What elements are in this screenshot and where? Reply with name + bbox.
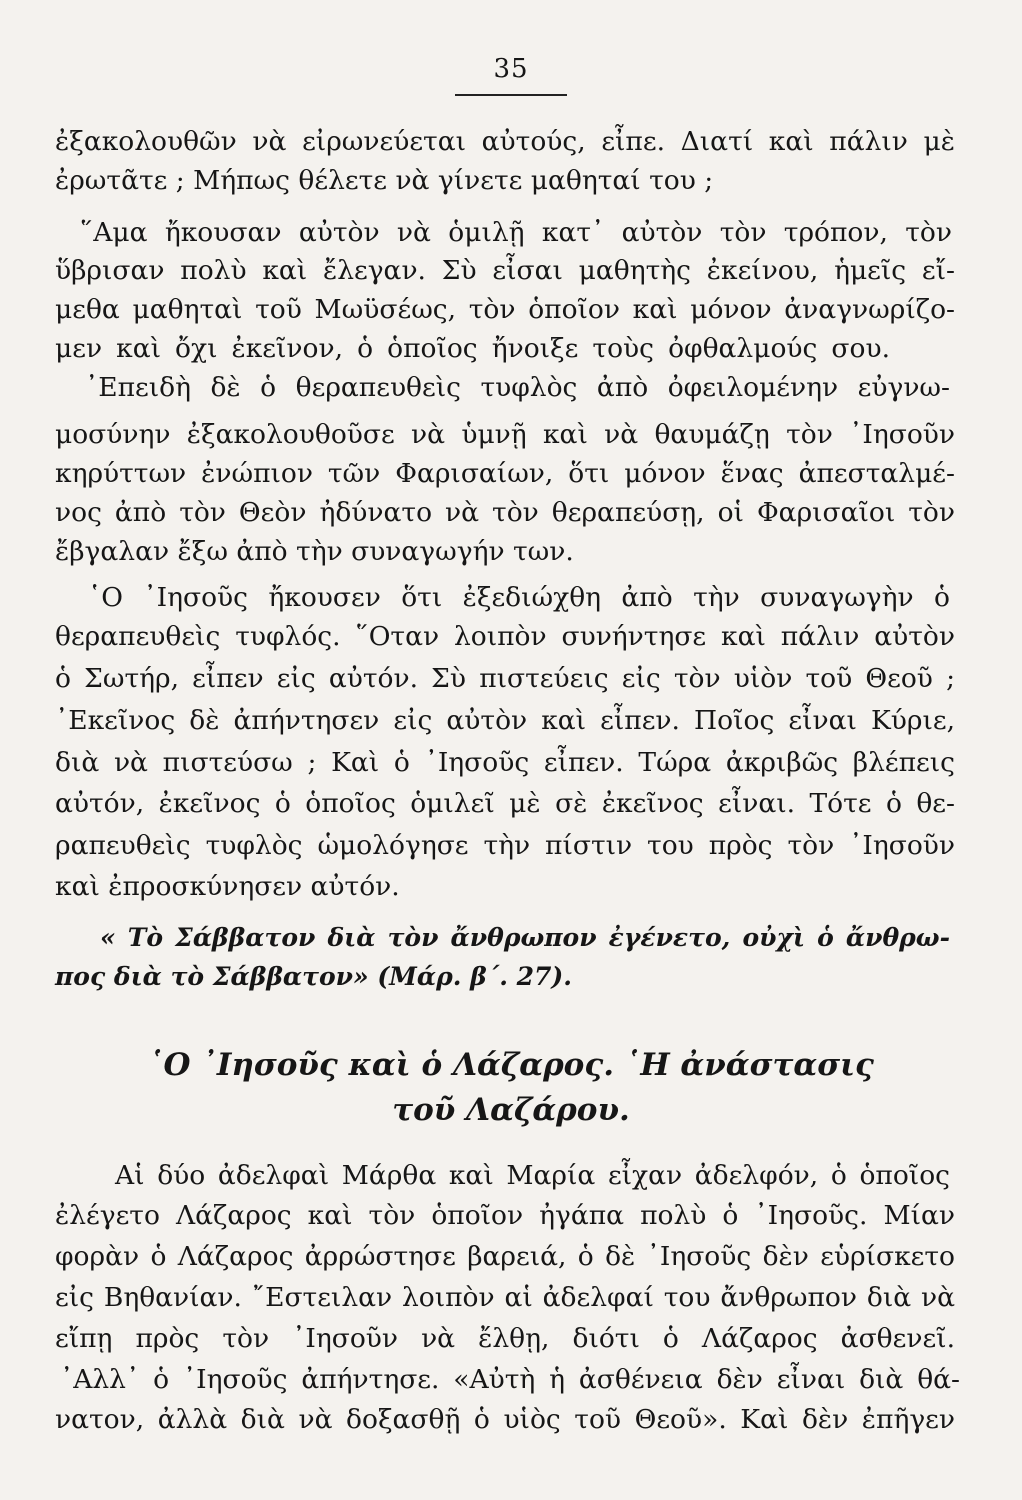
text-line: ᾽Επειδὴ δὲ ὁ θεραπευθεὶς τυφλὸς ἀπὸ ὀφειλομένην εὐγνω-	[85, 372, 950, 403]
text-line: αὐτόν, ἐκεῖνος ὁ ὁποῖος ὁμιλεῖ μὲ σὲ ἐκεῖνος εἶναι. Τότε ὁ θε-	[55, 788, 955, 819]
text-line: εἴπῃ πρὸς τὸν ᾽Ιησοῦν νὰ ἔλθῃ, διότι ὁ Λάζαρος ἀσθενεῖ.	[55, 1323, 955, 1354]
quote-line: « Τὸ Σάββατον διὰ τὸν ἄνθρωπον ἐγένετο, οὐχὶ ὁ ἄνθρω-	[100, 923, 950, 952]
text-line: νατον, ἀλλὰ διὰ νὰ δοξασθῇ ὁ υἱὸς τοῦ Θεοῦ». Καὶ δὲν ἐπῆγεν	[55, 1404, 955, 1435]
text-line: μεθα μαθηταὶ τοῦ Μωϋσέως, τὸν ὁποῖον καὶ μόνον ἀναγνωρίζο-	[55, 294, 955, 325]
text-line: ᾽Εκεῖνος δὲ ἀπήντησεν εἰς αὐτὸν καὶ εἶπεν. Ποῖος εἶναι Κύριε,	[55, 705, 955, 736]
text-line: μεν καὶ ὄχι ἐκεῖνον, ὁ ὁποῖος ἤνοιξε τοὺς ὀφθαλμούς σου.	[55, 333, 890, 364]
heading-line: ῾Ο ᾽Ιησοῦς καὶ ὁ Λάζαρος. ῾Η ἀνάστασις	[148, 1047, 874, 1083]
text-line: νος ἀπὸ τὸν Θεὸν ἠδύνατο νὰ τὸν θεραπεύσῃ, οἱ Φαρισαῖοι τὸν	[55, 497, 955, 528]
text-line: ᾽Αλλ᾽ ὁ ᾽Ιησοῦς ἀπήντησε. «Αὐτὴ ἡ ἀσθένεια δὲν εἶναι διὰ θά-	[60, 1364, 960, 1395]
text-line: ἔβγαλαν ἔξω ἀπὸ τὴν συναγωγήν των.	[55, 536, 574, 567]
text-line: ὕβρισαν πολὺ καὶ ἔλεγαν. Σὺ εἶσαι μαθητὴς ἐκείνου, ἡμεῖς εἴ-	[55, 255, 955, 286]
text-line: ἐλέγετο Λάζαρος καὶ τὸν ὁποῖον ἠγάπα πολὺ ὁ ᾽Ιησοῦς. Μίαν	[55, 1200, 955, 1231]
text-line: Αἱ δύο ἀδελφαὶ Μάρθα καὶ Μαρία εἶχαν ἀδελφόν, ὁ ὁποῖος	[115, 1160, 950, 1191]
text-line: ὁ Σωτήρ, εἶπεν εἰς αὐτόν. Σὺ πιστεύεις εἰς τὸν υἱὸν τοῦ Θεοῦ ;	[55, 663, 955, 694]
text-line: ἐξακολουθῶν νὰ εἰρωνεύεται αὐτούς, εἶπε. Διατί καὶ πάλιν μὲ	[55, 126, 955, 157]
text-line: ἐρωτᾶτε ; Μήπως θέλετε νὰ γίνετε μαθηταί του ;	[55, 165, 714, 196]
text-line: διὰ νὰ πιστεύσω ; Καὶ ὁ ᾽Ιησοῦς εἶπεν. Τώρα ἀκριβῶς βλέπεις	[55, 747, 955, 778]
text-line: ραπευθεὶς τυφλὸς ὡμολόγησε τὴν πίστιν του πρὸς τὸν ᾽Ιησοῦν	[55, 830, 955, 861]
text-line: μοσύνην ἐξακολουθοῦσε νὰ ὑμνῇ καὶ νὰ θαυμάζῃ τὸν ᾽Ιησοῦν	[55, 419, 955, 450]
text-line: καὶ ἐπροσκύνησεν αὐτόν.	[55, 871, 400, 902]
page-number: 35	[493, 54, 529, 84]
text-line: φορὰν ὁ Λάζαρος ἀρρώστησε βαρειά, ὁ δὲ ᾽Ιησοῦς δὲν εὑρίσκετο	[55, 1241, 955, 1272]
text-line: ῾Ο ᾽Ιησοῦς ἤκουσεν ὅτι ἐξεδιώχθη ἀπὸ τὴν συναγωγὴν ὁ	[88, 582, 950, 613]
page-number-rule	[455, 94, 567, 96]
text-line: κηρύττων ἐνώπιον τῶν Φαρισαίων, ὅτι μόνον ἕνας ἀπεσταλμέ-	[55, 458, 955, 489]
quote-line: πος διὰ τὸ Σάββατον» (Μάρ. β΄. 27).	[55, 962, 572, 991]
text-line: εἰς Βηθανίαν. ῎Εστειλαν λοιπὸν αἱ ἀδελφαί του ἄνθρωπον διὰ νὰ	[55, 1282, 955, 1313]
heading-line: τοῦ Λαζάρου.	[392, 1092, 630, 1128]
text-line: ῞Αμα ἤκουσαν αὐτὸν νὰ ὁμιλῇ κατ᾽ αὐτὸν τὸν τρόπον, τὸν	[80, 217, 952, 248]
text-line: θεραπευθεὶς τυφλός. ῞Οταν λοιπὸν συνήντησε καὶ πάλιν αὐτὸν	[55, 621, 955, 652]
